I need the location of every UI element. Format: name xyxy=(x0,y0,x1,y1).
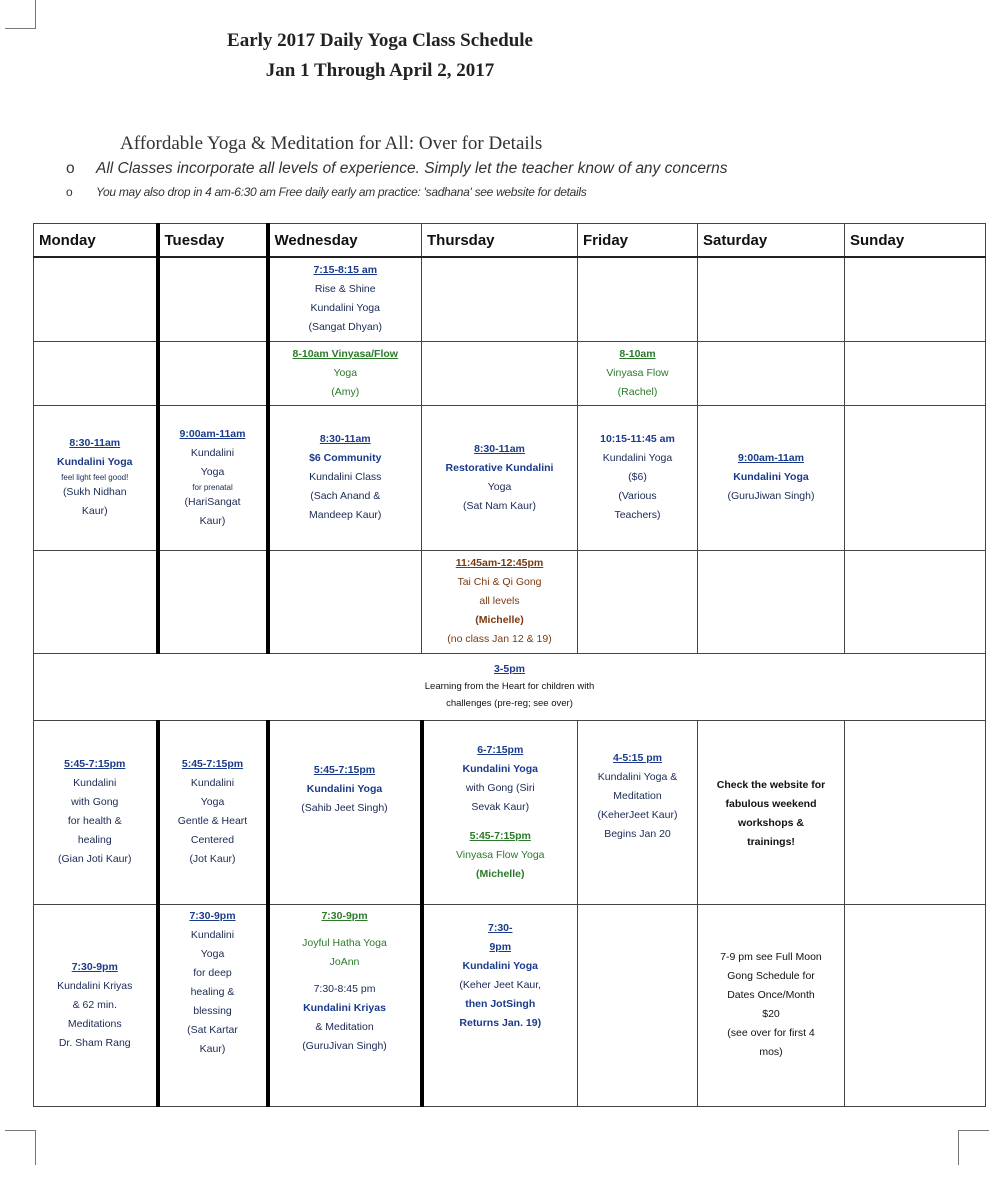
class-time: 8-10am Vinyasa/Flow xyxy=(292,347,398,360)
spacer xyxy=(270,972,420,980)
class-type: Kundalini Yoga xyxy=(310,302,380,315)
class-cell-fri-kundalini xyxy=(578,405,698,550)
class-note: (no class Jan 12 & 19) xyxy=(447,633,552,645)
class-cell-children-program xyxy=(34,653,986,720)
class-type: Kundalini Yoga & xyxy=(597,770,678,783)
class-type: Kundalini xyxy=(190,446,235,459)
class-type: Kundalini Yoga xyxy=(462,762,538,775)
day-header-sunday: Sunday xyxy=(845,224,986,258)
empty-cell xyxy=(698,550,845,653)
empty-cell xyxy=(158,257,268,341)
class-teacher: (Gian Joti Kaur) xyxy=(57,853,132,865)
schedule-table xyxy=(33,223,986,1107)
class-teacher: (HariSangat xyxy=(184,495,241,508)
table-row xyxy=(34,405,986,550)
class-type: Restorative Kundalini xyxy=(445,461,554,474)
class-cell-mon-kundalini xyxy=(34,405,158,550)
schedule-date-range: Jan 1 Through April 2, 2017 xyxy=(265,60,495,81)
empty-cell xyxy=(698,257,845,341)
class-type: Kundalini Yoga xyxy=(306,782,383,795)
class-cell-wed-rise-shine xyxy=(268,257,422,341)
class-type: Kundalini Class xyxy=(309,471,382,483)
empty-cell xyxy=(158,550,268,653)
class-teacher: (Michelle) xyxy=(475,614,524,626)
empty-cell xyxy=(845,904,986,1106)
class-cell-tue-gentle xyxy=(158,720,268,904)
class-teacher-2: (GuruJivan Singh) xyxy=(302,1039,387,1052)
class-type-2-cont: & Meditation xyxy=(315,1020,374,1033)
table-row xyxy=(34,904,986,1106)
spacer xyxy=(424,817,578,827)
class-cell-mon-kriyas xyxy=(34,904,158,1106)
class-time-2: 7:30-8:45 pm xyxy=(313,982,376,995)
class-cell-sat-workshops xyxy=(698,720,845,904)
class-time: 11:45am-12:45pm xyxy=(455,557,544,569)
class-type-cont: Yoga xyxy=(487,480,512,493)
class-note: feel light feel good! xyxy=(61,473,129,482)
note-price: $20 xyxy=(762,1008,780,1020)
schedule-title: Early 2017 Daily Yoga Class Schedule xyxy=(227,30,533,51)
class-teacher: JoAnn xyxy=(329,955,360,968)
class-time: 7:30-9pm xyxy=(71,960,118,973)
day-header-wednesday: Wednesday xyxy=(268,224,422,258)
spacer xyxy=(270,926,420,934)
class-time: 8:30-11am xyxy=(474,442,525,455)
empty-cell xyxy=(845,257,986,341)
class-price: ($6) xyxy=(628,471,647,483)
note-line: fabulous weekend xyxy=(725,797,817,810)
bullet-sadhana xyxy=(66,185,586,199)
class-cell-fri-meditation xyxy=(578,720,698,904)
class-note: Begins Jan 20 xyxy=(604,827,671,840)
crop-mark-bottom-left xyxy=(5,1130,36,1165)
class-teacher-cont: then JotSingh xyxy=(465,997,536,1010)
empty-cell xyxy=(845,720,986,904)
note-line: trainings! xyxy=(747,835,795,848)
class-note-cont: Meditations xyxy=(67,1017,122,1030)
bullet-all-levels xyxy=(66,160,728,178)
empty-cell xyxy=(422,341,578,405)
class-type: Kundalini Yoga xyxy=(733,471,809,483)
class-time: 3-5pm xyxy=(494,663,525,675)
class-cell-tue-prenatal xyxy=(158,405,268,550)
class-teacher: (Rachel) xyxy=(617,385,658,398)
class-time-2: 5:45-7:15pm xyxy=(469,829,531,842)
note-line: mos) xyxy=(759,1046,783,1058)
class-time-cont: 9pm xyxy=(489,940,512,953)
class-teacher: (Various xyxy=(618,490,657,502)
note-line: Check the website for xyxy=(716,778,826,791)
day-header-thursday: Thursday xyxy=(422,224,578,258)
table-row xyxy=(34,341,986,405)
class-teacher: (Keher Jeet Kaur, xyxy=(459,978,542,991)
class-cell-thu-taichi xyxy=(422,550,578,653)
note-line: workshops & xyxy=(738,816,804,829)
class-cell-wed-kundalini xyxy=(268,720,422,904)
class-note-cont: healing & xyxy=(190,985,235,998)
class-cell-mon-gong xyxy=(34,720,158,904)
class-cell-wed-community xyxy=(268,405,422,550)
empty-cell xyxy=(34,550,158,653)
class-cell-fri-vinyasa xyxy=(578,341,698,405)
empty-cell xyxy=(845,550,986,653)
class-type-2: Vinyasa Flow Yoga xyxy=(455,848,545,861)
bullet-text: You may also drop in 4 am-6:30 am Free daily early am practice: 'sadhana' see website for details xyxy=(96,185,587,199)
class-type-cont: Yoga xyxy=(200,796,225,808)
note-line: (see over for first 4 xyxy=(727,1027,815,1039)
bullet-text: All Classes incorporate all levels of experience. Simply let the teacher know of any concerns xyxy=(96,160,728,177)
day-header-monday: Monday xyxy=(34,224,158,258)
class-note: Returns Jan. 19) xyxy=(459,1016,542,1029)
class-time: 7:30-9pm xyxy=(321,909,368,922)
class-note: for prenatal xyxy=(192,482,233,492)
class-time: 7:30-9pm xyxy=(189,909,236,922)
class-teacher: (Sach Anand & xyxy=(310,490,381,502)
day-header-tuesday: Tuesday xyxy=(158,224,268,258)
class-teacher: (Sukh Nidhan xyxy=(62,486,127,498)
note-line: Gong Schedule for xyxy=(727,970,815,982)
class-teacher: (Sat Kartar xyxy=(187,1023,238,1036)
class-cell-thu-kundalini xyxy=(422,904,578,1106)
note-line: 7-9 pm see Full Moon xyxy=(720,951,822,963)
class-type: Joyful Hatha Yoga xyxy=(302,936,387,949)
class-type: Kundalini Yoga xyxy=(462,959,538,972)
empty-cell xyxy=(698,341,845,405)
class-note-cont: healing xyxy=(77,834,112,846)
class-teacher: (Sat Nam Kaur) xyxy=(463,499,536,512)
empty-cell xyxy=(158,341,268,405)
class-time: 7:30- xyxy=(487,921,513,934)
table-row xyxy=(34,720,986,904)
empty-cell xyxy=(845,405,986,550)
class-teacher-cont: Teachers) xyxy=(614,509,661,521)
note-line: Dates Once/Month xyxy=(727,989,815,1001)
class-type: Vinyasa Flow xyxy=(606,366,669,379)
empty-cell xyxy=(422,257,578,341)
day-header-saturday: Saturday xyxy=(698,224,845,258)
class-note-cont: Centered xyxy=(190,834,235,846)
empty-cell xyxy=(845,341,986,405)
bullet-marker: o xyxy=(66,185,73,199)
class-time: 9:00am-11am xyxy=(738,452,804,464)
day-header-row xyxy=(34,224,986,258)
class-time: 9:00am-11am xyxy=(179,427,246,440)
class-note: challenges (pre-reg; see over) xyxy=(446,698,573,709)
class-cell-sat-kundalini xyxy=(698,405,845,550)
empty-cell xyxy=(578,904,698,1106)
class-teacher: Dr. Sham Rang xyxy=(58,1036,131,1049)
table-row xyxy=(34,257,986,341)
crop-mark-bottom-right xyxy=(958,1130,989,1165)
class-cell-tue-healing xyxy=(158,904,268,1106)
schedule-subtitle: Affordable Yoga & Meditation for All: Over for Details xyxy=(120,133,543,154)
class-type: Tai Chi & Qi Gong xyxy=(457,576,542,588)
class-type-cont: Yoga xyxy=(200,465,225,478)
class-title: Rise & Shine xyxy=(314,283,376,296)
class-note: Gentle & Heart xyxy=(177,815,248,827)
crop-mark-top-left xyxy=(5,0,36,29)
class-teacher: Sevak Kaur) xyxy=(471,800,530,813)
class-time: 5:45-7:15pm xyxy=(313,763,376,776)
class-cell-thu-restorative xyxy=(422,405,578,550)
class-cell-wed-vinyasa xyxy=(268,341,422,405)
class-teacher-cont: Kaur) xyxy=(199,514,226,527)
class-note: with Gong (Siri xyxy=(465,781,535,794)
class-cell-wed-hatha-kriyas xyxy=(268,904,422,1106)
class-cell-thu-gong-vinyasa xyxy=(422,720,578,904)
day-header-friday: Friday xyxy=(578,224,698,258)
class-time: 10:15-11:45 am xyxy=(600,433,675,445)
class-time: 6-7:15pm xyxy=(477,743,524,756)
class-type-cont: Meditation xyxy=(613,789,662,802)
class-teacher-cont: Mandeep Kaur) xyxy=(309,509,382,521)
empty-cell xyxy=(578,257,698,341)
class-type: Kundalini xyxy=(73,777,117,789)
class-time: 7:15-8:15 am xyxy=(313,264,378,277)
class-teacher: (Sahib Jeet Singh) xyxy=(301,801,388,814)
class-teacher-cont: Kaur) xyxy=(199,1042,226,1055)
class-teacher: (Jot Kaur) xyxy=(189,853,236,865)
class-note: & 62 min. xyxy=(72,998,117,1011)
class-type: Kundalini Yoga xyxy=(602,452,673,464)
class-title: $6 Community xyxy=(309,452,382,464)
class-teacher: (GuruJiwan Singh) xyxy=(727,490,815,502)
class-type-cont: Yoga xyxy=(200,947,225,960)
class-note: for deep xyxy=(193,966,232,979)
table-row xyxy=(34,653,986,720)
class-note-cont: blessing xyxy=(193,1004,232,1017)
class-time: 4-5:15 pm xyxy=(612,751,663,764)
class-teacher-cont: Kaur) xyxy=(81,505,108,517)
class-time: 8-10am xyxy=(619,347,656,360)
empty-cell xyxy=(34,257,158,341)
class-title: Learning from the Heart for children with xyxy=(424,681,595,692)
class-type: Yoga xyxy=(333,366,358,379)
class-time: 8:30-11am xyxy=(319,433,371,445)
class-type: Kundalini xyxy=(190,777,235,789)
class-note: for health & xyxy=(67,815,122,827)
class-type-2: Kundalini Kriyas xyxy=(303,1001,386,1014)
empty-cell xyxy=(578,550,698,653)
class-teacher: (KeherJeet Kaur) xyxy=(597,808,678,821)
class-level: all levels xyxy=(479,595,520,607)
class-type: Kundalini Kriyas xyxy=(57,979,133,992)
class-cell-sat-full-moon-gong xyxy=(698,904,845,1106)
table-row xyxy=(34,550,986,653)
class-time: 5:45-7:15pm xyxy=(181,758,244,770)
bullet-marker: o xyxy=(66,160,75,177)
class-time: 5:45-7:15pm xyxy=(64,758,126,770)
class-teacher: (Sangat Dhyan) xyxy=(308,321,383,334)
class-time: 8:30-11am xyxy=(69,437,121,449)
class-type: Kundalini Yoga xyxy=(57,456,133,468)
empty-cell xyxy=(34,341,158,405)
empty-cell xyxy=(268,550,422,653)
class-type-cont: with Gong xyxy=(71,796,119,808)
class-teacher: (Amy) xyxy=(331,385,360,398)
class-type: Kundalini xyxy=(190,928,235,941)
class-teacher-2: (Michelle) xyxy=(476,867,525,880)
